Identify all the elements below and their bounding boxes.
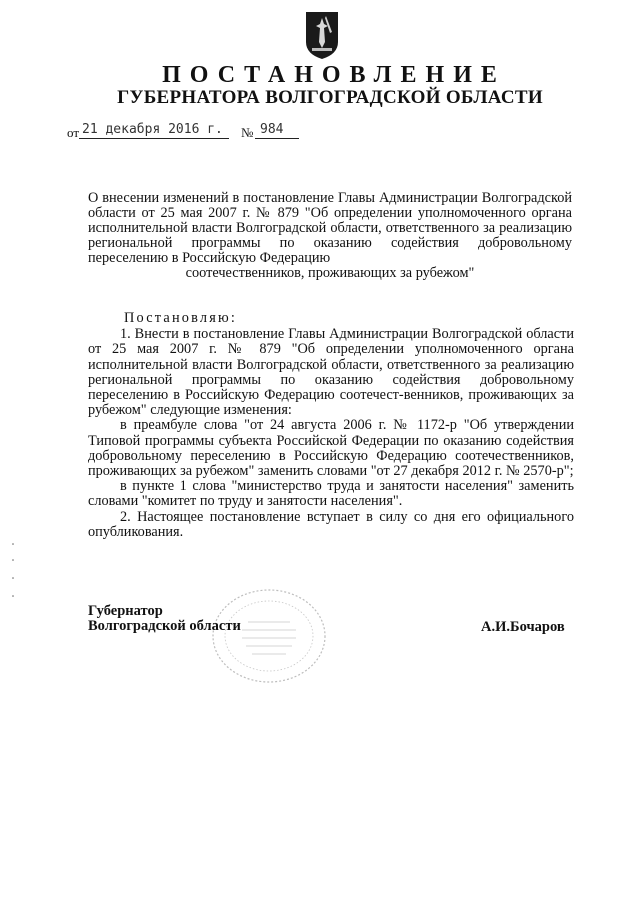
position-line-1: Губернатор (88, 603, 163, 619)
decree-word: Постановляю: (124, 310, 238, 326)
margin-punch-marks (10, 540, 16, 600)
number-underline (255, 138, 299, 139)
document-number: 984 (260, 122, 284, 137)
paragraph-point1-change: в пункте 1 слова "министерство труда и занятости населения" заменить словами "комитет по труду и занятости населения". (88, 478, 574, 510)
from-label: от (67, 125, 80, 140)
decree-body (88, 311, 574, 540)
document-date: 21 декабря 2016 г. (82, 122, 223, 137)
issuer-title: ГУБЕРНАТОРА ВОЛГОГРАДСКОЙ ОБЛАСТИ (117, 87, 543, 108)
coat-of-arms-emblem (304, 8, 340, 60)
signatory-name: А.И.Бочаров (481, 619, 565, 635)
paragraph-preamble-change: в преамбуле слова "от 24 августа 2006 г. № 1172-р "Об утверждении Типовой программы субъекта Российской Федерации по оказанию содействия добровольному переселению в Российскую Федерацию соотечественников, проживающих за рубежом" заменить словами "от 27 декабря 2012 г. № 2570-р"; (88, 417, 574, 480)
subject-last-line: соотечественников, проживающих за рубежом" (185, 265, 475, 281)
document-type-title: ПОСТАНОВЛЕНИЕ (162, 62, 506, 88)
paragraph-2: 2. Настоящее постановление вступает в силу со дня его официального опубликования. (88, 508, 574, 540)
position-line-2: Волгоградской области (88, 618, 241, 634)
document-subject (88, 191, 572, 281)
date-underline (79, 138, 229, 139)
subject-text: О внесении изменений в постановление Главы Администрации Волгоградской области от 25 мая 2007 г. № 879 "Об определении уполномоченного органа исполнительной власти Волгоградской области, ответственного за реализацию региональной программы по оказанию содействия добровольному переселению в Российскую Федерацию (88, 190, 572, 266)
official-seal-stamp (208, 586, 330, 686)
paragraph-1: 1. Внести в постановление Главы Администрации Волгоградской области от 25 мая 2007 г. № 879 "Об определении уполномоченного органа исполнительной власти Волгоградской области, ответственного за реализацию региональной программы по оказанию содействия добровольному переселению в Российскую Федерацию соотечест-венников, проживающих за рубежом" следующие изменения: (88, 326, 574, 419)
signatory-position (88, 604, 241, 634)
number-label: № (241, 125, 254, 140)
